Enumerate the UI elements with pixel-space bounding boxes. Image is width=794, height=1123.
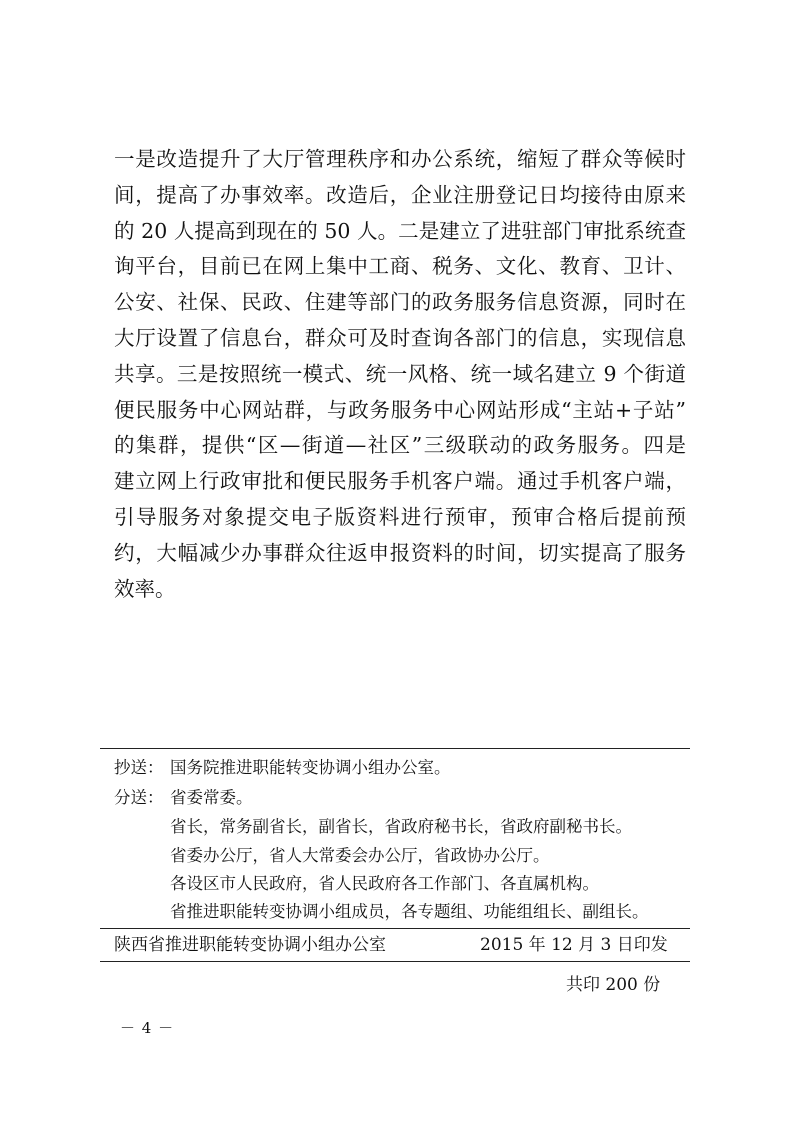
dist-line: [114, 786, 253, 810]
cc-line: [114, 756, 451, 780]
issuer: 陕西省推进职能转变协调小组办公室: [114, 935, 386, 955]
body-line: 建立网上行政审批和便民服务手机客户端。通过手机客户端，: [114, 469, 686, 494]
body-line: 引导服务对象提交电子版资料进行预审，预审合格后提前预: [114, 504, 686, 529]
dist-recipient: 省委办公厅，省人大常委会办公厅，省政协办公厅。: [170, 846, 550, 865]
dist-recipient: 省长，常务副省长，副省长，省政府秘书长，省政府副秘书长。: [170, 817, 632, 836]
issue-date: 2015 年 12 月 3 日印发: [480, 935, 668, 955]
body-line: 间，提高了办事效率。改造后，企业注册登记日均接待由原来: [114, 182, 686, 207]
bottom-divider: [100, 961, 690, 962]
body-line: 约，大幅减少办事群众往返申报资料的时间，切实提高了服务: [114, 540, 686, 565]
body-line: 效率。: [114, 576, 176, 601]
body-line: 的 20 人提高到现在的 50 人。二是建立了进驻部门审批系统查: [114, 218, 686, 243]
body-line: 一是改造提升了大厅管理秩序和办公系统，缩短了群众等候时: [114, 147, 686, 171]
cc-recipient: 国务院推进职能转变协调小组办公室。: [170, 758, 451, 777]
body-line: 的集群，提供“区—街道—社区”三级联动的政务服务。四是: [114, 433, 686, 458]
body-line: 共享。三是按照统一模式、统一风格、统一域名建立 9 个街道: [114, 361, 686, 386]
body-line: 大厅设置了信息台，群众可及时查询各部门的信息，实现信息: [114, 325, 686, 350]
middle-divider: [100, 928, 690, 929]
top-divider: [100, 748, 690, 749]
dist-label: 分送：: [114, 788, 164, 807]
dist-recipient: 各设区市人民政府，省人民政府各工作部门、各直属机构。: [170, 874, 599, 893]
dist-recipient: 省推进职能转变协调小组成员，各专题组、功能组组长、副组长。: [170, 902, 649, 921]
page-number: － 4 －: [120, 1019, 175, 1037]
dist-recipient: 省委常委。: [170, 788, 253, 807]
body-line: 便民服务中心网站群，与政务服务中心网站形成“主站+子站”: [114, 397, 686, 422]
body-line: 公安、社保、民政、住建等部门的政务服务信息资源，同时在: [114, 290, 686, 315]
body-line: 询平台，目前已在网上集中工商、税务、文化、教育、卫计、: [114, 254, 686, 279]
print-copies: 共印 200 份: [566, 975, 661, 995]
cc-label: 抄送：: [114, 758, 164, 777]
body-text: [114, 142, 686, 607]
